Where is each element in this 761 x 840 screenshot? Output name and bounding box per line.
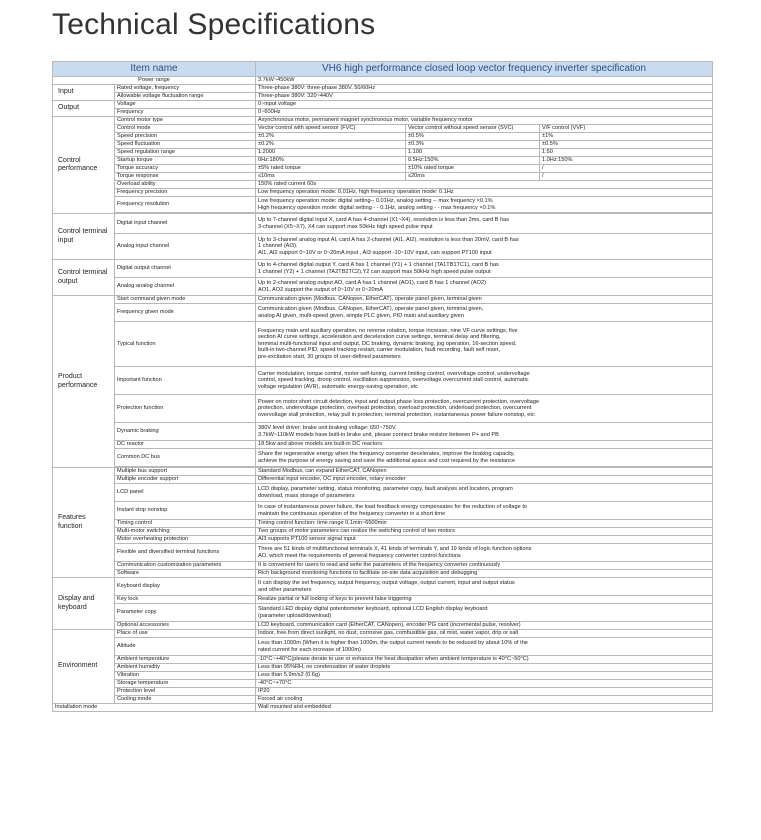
- item-label: Ambient humidity: [115, 664, 256, 672]
- item-value: [256, 197, 713, 213]
- value-line: AO, which meet the requirements of general frequency converter control functions: [258, 552, 461, 559]
- item-label: Frequency precision: [115, 189, 256, 197]
- item-label: Speed regulation range: [115, 149, 256, 157]
- item-value-fvc: ±0.2%: [256, 141, 406, 149]
- item-label: Startup torque: [115, 157, 256, 165]
- item-value-fvc: Vector control with speed sensor (FVC): [256, 125, 406, 133]
- item-value: Three-phase 380V: 320~440V: [256, 93, 713, 101]
- table-row: [53, 604, 713, 622]
- table-row: [53, 656, 713, 664]
- item-value: [256, 423, 713, 441]
- table-row: [53, 638, 713, 656]
- value-line: It can display the set frequency, output frequency, output voltage, output current, input and output status: [258, 579, 515, 586]
- table-row: [53, 476, 713, 484]
- item-label: Storage temperature: [115, 680, 256, 688]
- item-value: Realize partial or full locking of keys to prevent false triggering: [256, 596, 713, 604]
- item-value: [256, 304, 713, 322]
- item-value: [256, 578, 713, 596]
- item-value: [256, 214, 713, 234]
- item-value: [256, 484, 713, 502]
- table-row: [53, 578, 713, 596]
- installation-mode-value: Wall mounted and embedded: [256, 704, 713, 712]
- table-row: [53, 125, 713, 133]
- table-row: [53, 304, 713, 322]
- item-label: Multiple bus support: [115, 468, 256, 476]
- value-line: Power on motor short circuit detection, input and output phase loss protection, overcurrent protection, overvoltage: [258, 398, 540, 405]
- category-environment: Environment: [53, 630, 115, 704]
- item-label: DC reactor: [115, 441, 256, 449]
- table-row: [53, 664, 713, 672]
- item-value-vvf: 1:50: [540, 149, 713, 157]
- item-value: Indoor, free from direct sunlight, no dust, corrosive gas, combustible gas, oil mist, water vapor, drip or salt: [256, 630, 713, 638]
- item-label: Motor overheating protection: [115, 536, 256, 544]
- item-value-vvf: ±0.5%: [540, 141, 713, 149]
- item-value-fvc: 1:2000: [256, 149, 406, 157]
- value-line: AI1, AI2 support 0~10V or 0~20mA input , AI3 support -10~10V input, can support PT100 input: [258, 249, 492, 256]
- item-value: Less than 5.9m/s2 (0.6g): [256, 672, 713, 680]
- category-product-performance: Product performance: [53, 296, 115, 468]
- item-value: [256, 278, 713, 296]
- value-line: Less than 1000m (When it is higher than 1000m, the output current needs to be reduced by about 10% of the: [258, 639, 528, 646]
- item-label: Speed precision: [115, 133, 256, 141]
- item-label: Multi-motor switching: [115, 528, 256, 536]
- table-row: [53, 157, 713, 165]
- table-row: [53, 622, 713, 630]
- item-value: [256, 367, 713, 395]
- item-value: Low frequency operation mode: 0.01Hz, high frequency operation mode: 0.1Hz: [256, 189, 713, 197]
- item-label: Communication customization parameters: [115, 562, 256, 570]
- item-label: Place of use: [115, 630, 256, 638]
- power-range-value: 3.7kW~450kW: [256, 77, 713, 85]
- item-label: Parameter copy: [115, 604, 256, 622]
- item-value-svc: ≤20ms: [406, 173, 540, 181]
- value-line: protection, undervoltage protection, overheat protection, overload protection, underload protection, overcurrent: [258, 405, 532, 412]
- item-label: Altitude: [115, 638, 256, 656]
- item-value: Two groups of motor parameters can realize the switching control of two motors: [256, 528, 713, 536]
- item-value-vvf: V/F control (VVF): [540, 125, 713, 133]
- item-label: Speed fluctuation: [115, 141, 256, 149]
- item-value: 18.5kw and above models are built-in DC reactors: [256, 441, 713, 449]
- value-line: Share the regenerative energy when the frequency converter decelerates, improve the braking capacity,: [258, 450, 515, 457]
- table-row: [53, 189, 713, 197]
- table-row: [53, 528, 713, 536]
- table-row: [53, 109, 713, 117]
- item-label: Control motor type: [115, 117, 256, 125]
- item-value: IP20: [256, 688, 713, 696]
- item-value: AI3 supports PT100 sensor signal input: [256, 536, 713, 544]
- category-output: Output: [53, 101, 115, 117]
- item-value-vvf: 1.0Hz:150%: [540, 157, 713, 165]
- table-row: [53, 441, 713, 449]
- item-label: Frequency given mode: [115, 304, 256, 322]
- value-line: 3-channel (X5~X7), X4 can support max 50kHz high speed pulse input: [258, 223, 433, 230]
- item-label: Digital input channel: [115, 214, 256, 234]
- item-value: Less than 95%RH, no condensation of water droplets: [256, 664, 713, 672]
- item-label: Frequency resolution: [115, 197, 256, 213]
- item-label: Timing control: [115, 520, 256, 528]
- table-row: [53, 630, 713, 638]
- item-label: Multiple encoder support: [115, 476, 256, 484]
- value-line: rated current for each increase of 1000m): [258, 646, 361, 653]
- table-row: [53, 181, 713, 189]
- item-value-vvf: /: [540, 165, 713, 173]
- table-row: [53, 520, 713, 528]
- item-label: Allowable voltage fluctuation range: [115, 93, 256, 101]
- value-line: terminal multi-functional input and output, DC braking, dynamic braking, jog operation, 16-section speed,: [258, 340, 517, 347]
- item-label: Vibration: [115, 672, 256, 680]
- value-line: overvoltage stall protection, relay pull in protection, terminal protection, instantaneous power failure nonstop, etc: [258, 411, 535, 418]
- item-value: It is convenient for users to read and write the parameters of the frequency converter continuously: [256, 562, 713, 570]
- value-line: Carrier modulation, torque control, motor self-tuning, current limiting control, overvoltage control, undervoltage: [258, 370, 530, 377]
- value-line: built-in two-channel PID, speed tracking restart, carrier modulation, fault recording, fault self reset,: [258, 347, 500, 354]
- value-line: Communication given (Modbus, CANopen, EtherCAT), operate panel given, terminal given,: [258, 305, 484, 312]
- table-row: [53, 536, 713, 544]
- item-label: Instant stop nonstop: [115, 502, 256, 520]
- spec-table: [52, 61, 713, 712]
- item-label: Control mode: [115, 125, 256, 133]
- table-row: [53, 696, 713, 704]
- item-label: Dynamic braking: [115, 423, 256, 441]
- value-line: (parameter upload/download): [258, 612, 332, 619]
- page-title: Technical Specifications: [52, 8, 376, 41]
- table-row: [53, 149, 713, 157]
- item-value: Communication given (Modbus, CANopen, EtherCAT), operate panel given, terminal given: [256, 296, 713, 304]
- item-value: [256, 604, 713, 622]
- table-row: [53, 101, 713, 109]
- item-value: [256, 502, 713, 520]
- table-row: [53, 502, 713, 520]
- item-value: Standard Modbus, can expand EtherCAT, CANopen: [256, 468, 713, 476]
- item-value: [256, 234, 713, 260]
- item-value-svc: ±10% rated torque: [406, 165, 540, 173]
- item-value: LCD keyboard, communication card (EtherCAT, CANopen), encoder PG card (incremental pulse, resolver): [256, 622, 713, 630]
- item-label: Key lock: [115, 596, 256, 604]
- item-value-fvc: ±5% rated torque: [256, 165, 406, 173]
- item-label: Important function: [115, 367, 256, 395]
- value-line: AO1, AO2 support the output of 0~10V or 0~20mA: [258, 286, 384, 293]
- item-value-svc: ±0.3%: [406, 141, 540, 149]
- table-row: [53, 296, 713, 304]
- table-row: [53, 468, 713, 476]
- table-row: [53, 214, 713, 234]
- category-input: Input: [53, 85, 115, 101]
- value-line: section AI curve settings, acceleration and deceleration curve settings, terminal delay and filtering,: [258, 334, 501, 341]
- value-line: analog AI given, multi-speed given, simple PLC given, PID main and auxiliary given: [258, 312, 464, 319]
- category-features-function: Features function: [53, 468, 115, 578]
- table-row: [53, 165, 713, 173]
- item-label: Overload ability: [115, 181, 256, 189]
- item-label: Frequency: [115, 109, 256, 117]
- item-value: [256, 638, 713, 656]
- table-row: [53, 141, 713, 149]
- item-value: [256, 260, 713, 278]
- table-row: [53, 117, 713, 125]
- item-value: [256, 395, 713, 423]
- table-row: [53, 197, 713, 213]
- table-row: [53, 484, 713, 502]
- value-line: In case of instantaneous power failure, the load feedback energy compensates for the reduction of voltage to: [258, 503, 527, 510]
- category-control-terminal-output: Control terminal output: [53, 260, 115, 296]
- item-value: 0~input voltage: [256, 101, 713, 109]
- table-header-row: [53, 62, 713, 77]
- item-value: Timing control function: time range 0.1min~6500min: [256, 520, 713, 528]
- table-row: [53, 562, 713, 570]
- value-line: 380V level driver: brake unit braking voltage: 650~750V.: [258, 424, 397, 431]
- item-value: Asynchronous motor, permanent magnet synchronous motor, variable frequency motor: [256, 117, 713, 125]
- value-line: achieve the purpose of energy saving and save the additional space and cost required by the resistance: [258, 457, 516, 464]
- item-value: 150% rated current 60s: [256, 181, 713, 189]
- table-row: [53, 322, 713, 367]
- item-label: Analog input channel: [115, 234, 256, 260]
- table-row: [53, 260, 713, 278]
- value-line: Up to 4-channel digital output Y, card A has 1 channel (Y1) + 1 channel (TA1TB1TC1), card B has: [258, 261, 499, 268]
- value-line: Frequency main and auxiliary operation, no reverse rotation, torque increase, nine VF curve settings, five: [258, 327, 518, 334]
- value-line: Standard LED display digital potentiometer keyboard, optional LCD English display keyboard: [258, 605, 488, 612]
- item-label: Protection level: [115, 688, 256, 696]
- table-row: [53, 173, 713, 181]
- item-label: Software: [115, 570, 256, 578]
- table-row: [53, 367, 713, 395]
- item-label: Torque accuracy: [115, 165, 256, 173]
- item-label: Start command given mode: [115, 296, 256, 304]
- item-value-vvf: ±1%: [540, 133, 713, 141]
- item-value: -40°C~+70°C: [256, 680, 713, 688]
- item-value-fvc: ±0.2%: [256, 133, 406, 141]
- table-row: [53, 596, 713, 604]
- item-value: -10°C~+40°C(please derate to use or enhance the heat dissipation when ambient temperature is 40°C~50°C): [256, 656, 713, 664]
- header-spec: VH6 high performance closed loop vector frequency inverter specification: [256, 62, 713, 77]
- table-row: [53, 449, 713, 467]
- item-value-svc: 0.5Hz:150%: [406, 157, 540, 165]
- value-line: Up to 3-channel analog input AI, card A has 2-channel (AI1, AI2), resolution is less than 20mV, card B has: [258, 236, 519, 243]
- item-value: [256, 449, 713, 467]
- value-line: pre-excitation start, 30 groups of user-defined parameters: [258, 353, 401, 360]
- table-row: [53, 544, 713, 562]
- table-row: [53, 423, 713, 441]
- table-row: [53, 133, 713, 141]
- table-row: [53, 688, 713, 696]
- value-line: There are 51 kinds of multifunctional terminals X, 41 kinds of terminals Y, and 19 kinds of logic function options: [258, 545, 532, 552]
- value-line: Up to 2-channel analog output AO, card A has 1 channel (AO1), card B has 1 channel (AO2): [258, 279, 486, 286]
- item-label: Protection function: [115, 395, 256, 423]
- value-line: and other parameters: [258, 586, 312, 593]
- item-value-svc: ±0.5%: [406, 133, 540, 141]
- installation-mode-label: Installation mode: [53, 704, 256, 712]
- value-line: Low frequency operation mode: digital setting-- 0.01Hz, analog setting -- max frequency ×0.1%: [258, 197, 493, 204]
- item-label: LCD panel: [115, 484, 256, 502]
- table-row: [53, 672, 713, 680]
- value-line: 1 channel (Y2) + 1 channel (TA2TB2TC2),Y2 can support max 50kHz high speed pulse output: [258, 268, 491, 275]
- item-value: Differential input encoder, OC input encoder, rotary encoder: [256, 476, 713, 484]
- item-value-vvf: /: [540, 173, 713, 181]
- table-row: [53, 395, 713, 423]
- item-label: Voltage: [115, 101, 256, 109]
- item-label: Rated voltage, frequency: [115, 85, 256, 93]
- value-line: 3.7kW~110kW models have built-in brake unit, please connect brake resistor between P+ and PB: [258, 431, 499, 438]
- table-row: [53, 85, 713, 93]
- category-control-terminal-input: Control terminal input: [53, 214, 115, 260]
- item-label: Cooling mode: [115, 696, 256, 704]
- table-row: [53, 93, 713, 101]
- table-row: [53, 77, 713, 85]
- table-row: [53, 680, 713, 688]
- table-row: [53, 278, 713, 296]
- item-value: Forced air cooling: [256, 696, 713, 704]
- table-row: [53, 704, 713, 712]
- item-value-fvc: 0Hz:180%: [256, 157, 406, 165]
- category-display-keyboard: Display and keyboard: [53, 578, 115, 630]
- table-row: [53, 570, 713, 578]
- item-label: Optional accessories: [115, 622, 256, 630]
- item-label: Typical function: [115, 322, 256, 367]
- table-row: [53, 234, 713, 260]
- power-range-label: Power range: [53, 77, 256, 85]
- item-value: Rich background monitoring functions to facilitate on-site data acquisition and debugging: [256, 570, 713, 578]
- item-value-svc: 1:100: [406, 149, 540, 157]
- item-label: Common DC bus: [115, 449, 256, 467]
- item-value-fvc: ≤10ms: [256, 173, 406, 181]
- item-label: Digital output channel: [115, 260, 256, 278]
- item-label: Analog analog channel: [115, 278, 256, 296]
- value-line: High frequency operation mode: digital setting - - 0.1Hz, analog setting - - max frequency ×0.1%: [258, 204, 496, 211]
- value-line: download, mass storage of parameters: [258, 492, 355, 499]
- item-label: Flexible and diversified terminal functions: [115, 544, 256, 562]
- item-value: Three-phase 380V: three-phase 380V, 50/60Hz: [256, 85, 713, 93]
- item-value: 0~600Hz: [256, 109, 713, 117]
- item-label: Torque response: [115, 173, 256, 181]
- category-control-performance: Control performance: [53, 117, 115, 214]
- item-label: Ambient temperature: [115, 656, 256, 664]
- item-value: [256, 544, 713, 562]
- value-line: 1 channel (AI3).: [258, 243, 298, 250]
- item-value-svc: Vector control without speed sensor (SVC): [406, 125, 540, 133]
- value-line: LCD display, parameter setting, status monitoring, parameter copy, fault analysis and location, program: [258, 485, 513, 492]
- header-item-name: Item name: [53, 62, 256, 77]
- value-line: voltage regulation (AVR), automatic energy-saving operation, etc: [258, 383, 419, 390]
- value-line: control, speed tracking, droop control, oscillation suppression, overvoltage overcurrent stall control, automatic: [258, 377, 529, 384]
- value-line: maintain the continuous operation of the frequency converter in a short time: [258, 510, 446, 517]
- item-value: [256, 322, 713, 367]
- value-line: Up to 7-channel digital input X, card A has 4-channel (X1~X4), resolution is less than 2ms, card B has: [258, 216, 510, 223]
- item-label: Keyboard display: [115, 578, 256, 596]
